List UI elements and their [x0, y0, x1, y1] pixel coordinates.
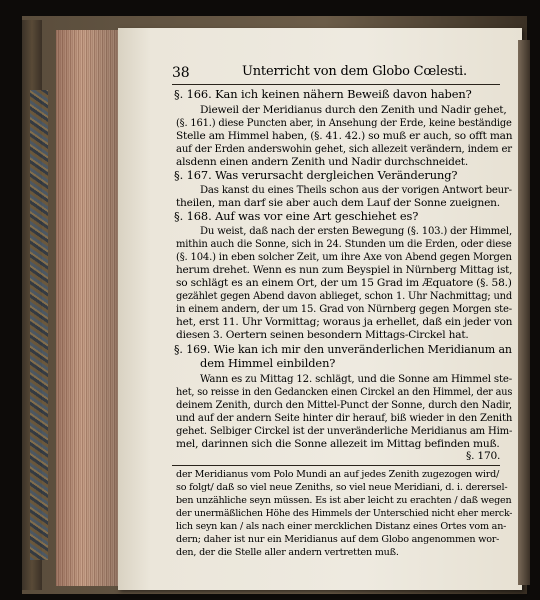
marbled-endpaper — [30, 90, 48, 560]
footnote-line: der unermäßlichen Höhe des Himmels der Unterschied nicht eher merck- — [176, 508, 513, 519]
text-line: so schlägt es an einem Ort, der um 15 Grad im Æquatore (§. 58.) — [176, 277, 512, 289]
book-right-edge — [518, 40, 530, 585]
text-line: in einem andern, der um 15. Grad von Nürnberg gegen Morgen ste- — [176, 303, 512, 315]
text-line: diesen 3. Oertern seinen besondern Mittags-Circkel hat. — [176, 329, 469, 341]
text-line: gehet. Selbiger Circkel ist der unveränderliche Meridianus am Him- — [176, 425, 513, 437]
question-167: §. 167. Was verursacht dergleichen Veränderung? — [174, 168, 458, 182]
text-line: auf der Erden anderswohin gehet, sich allezeit verändern, indem er — [176, 143, 512, 155]
footnote-line: der Meridianus vom Polo Mundi an auf jedes Zenith zugezogen wird/ — [176, 469, 500, 480]
footnote-rule — [172, 465, 500, 466]
text-line: Stelle am Himmel haben, (§. 41. 42.) so muß er auch, so offt man — [176, 130, 513, 142]
text-line: Das kanst du eines Theils schon aus der vorigen Antwort beur- — [200, 184, 512, 196]
footnote-line: dern; daher ist nur ein Meridianus auf dem Globo angenommen wor- — [176, 534, 500, 545]
text-line: mel, darinnen sich die Sonne allezeit im Mittag befinden muß. — [176, 438, 500, 450]
text-line: deinem Zenith, durch den Mittel-Punct der Sonne, durch den Nadir, — [176, 399, 512, 411]
text-line: Dieweil der Meridianus durch den Zenith und Nadir gehet, — [200, 104, 507, 116]
footnote-line: so folgt/ daß so viel neue Zeniths, so viel neue Meridiani, d. i. derersel- — [176, 482, 508, 493]
question-166: §. 166. Kan ich keinen nähern Beweiß davon haben? — [174, 87, 472, 101]
page-number: 38 — [172, 65, 190, 81]
question-169-cont: dem Himmel einbilden? — [200, 356, 336, 370]
footnote-line: lich seyn kan / als nach einer mercklichen Distanz eines Ortes vom an- — [176, 521, 507, 532]
text-line: herum drehet. Wenn es nun zum Beyspiel in Nürnberg Mittag ist, — [176, 264, 513, 276]
text-line: (§. 161.) diese Puncten aber, in Ansehung der Erde, keine beständige — [176, 117, 512, 129]
text-line: mithin auch die Sonne, sich in 24. Stunden um die Erden, oder diese — [176, 238, 512, 250]
header-rule — [172, 84, 500, 85]
text-line: het, erst 11. Uhr Vormittag; woraus ja erhellet, daß ein jeder von — [176, 316, 513, 328]
question-169: §. 169. Wie kan ich mir den unveränderlichen Meridianum an — [174, 342, 512, 356]
footnote-line: den, der die Stelle aller andern vertretten muß. — [176, 547, 399, 558]
text-line: gezählet gegen Abend davon ablieget, schon 1. Uhr Nachmittag; und — [176, 290, 513, 302]
catchword: §. 170. — [466, 450, 501, 462]
text-line: alsdenn einen andern Zenith und Nadir durchschneidet. — [176, 156, 469, 168]
question-168: §. 168. Auf was vor eine Art geschiehet es? — [174, 209, 419, 223]
text-line: Wann es zu Mittag 12. schlägt, und die Sonne am Himmel ste- — [200, 373, 513, 385]
footnote-line: ben unzähliche seyn müssen. Es ist aber leicht zu erachten / daß wegen — [176, 495, 512, 506]
running-title: Unterricht von dem Globo Cœlesti. — [242, 64, 467, 79]
text-line: (§. 104.) in eben solcher Zeit, um ihre Axe von Abend gegen Morgen — [176, 251, 512, 263]
text-line: Du weist, daß nach der ersten Bewegung (§. 103.) der Himmel, — [200, 225, 512, 237]
text-line: theilen, man darf sie aber auch dem Lauf der Sonne zueignen. — [176, 197, 500, 209]
text-line: het, so reisse in den Gedancken einen Circkel an den Himmel, der aus — [176, 386, 513, 398]
text-line: und auf der andern Seite hinter dir herauf, biß wieder in den Zenith — [176, 412, 513, 424]
